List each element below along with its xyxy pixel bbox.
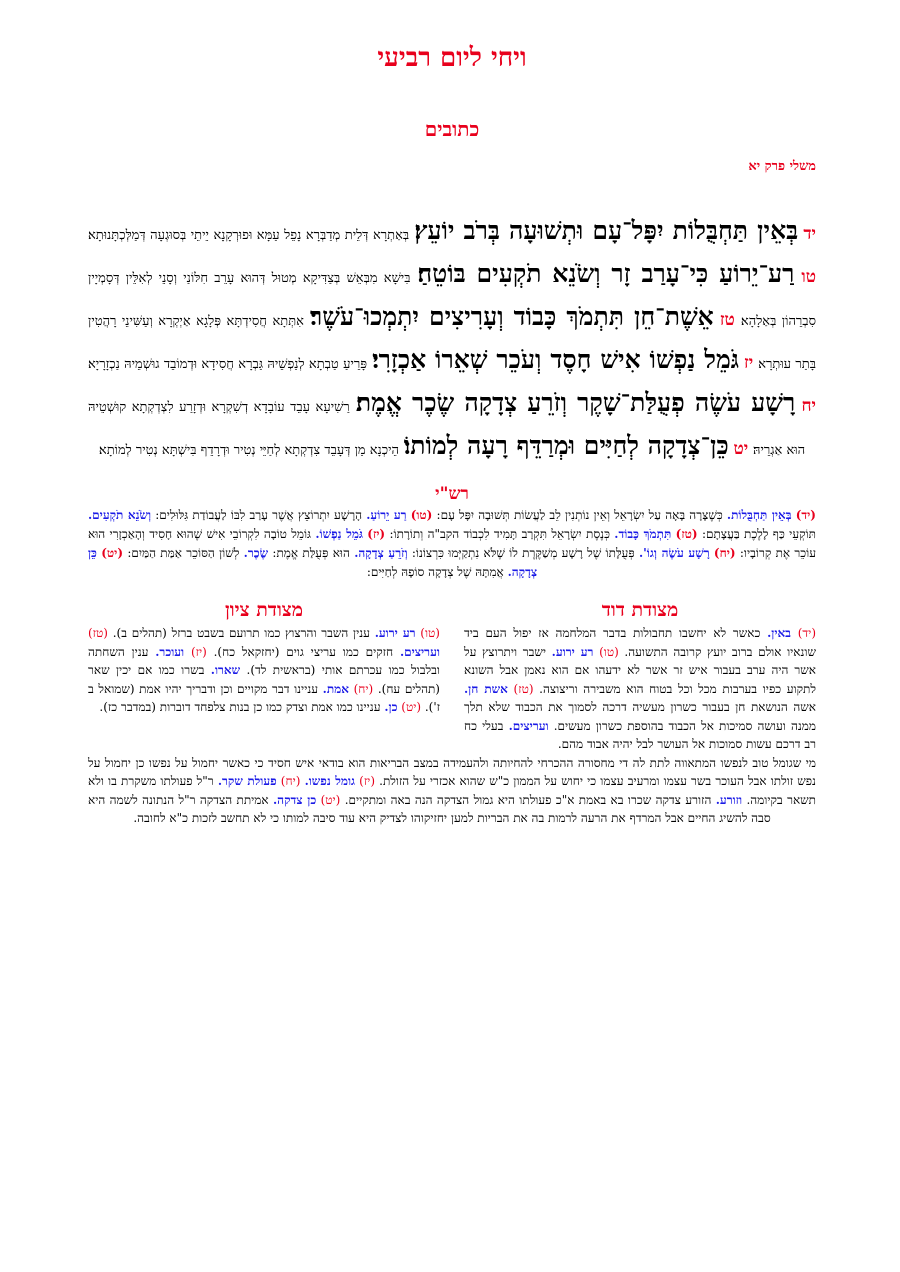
verse <box>88 216 816 245</box>
verse-text: רָשָׁע עֹשֶׂה פְעֻלַּת־שָׁקֶר וְזֹרֵעַ צְדָקָה שֶׂכֶר אֱמֶת׃ <box>355 388 796 417</box>
keyword: גומל נפשו. <box>304 774 355 788</box>
verse-text: כֵּן־צְדָקָה לְחַיִּים וּמְרַדֵּף רָעָה לְמוֹתוֹ׃ <box>403 431 729 460</box>
comment-text: ר"ל פעולתו משקרת בו ולא תשאר בקיומה. <box>88 774 816 807</box>
verse-number: יז <box>744 353 754 373</box>
comment-text: מי שגומל טוב לנפשו המתאווה לתת לה די מחסורה ההכרחי להחיותה ולהעמידה במצב הבריאות הוא בודאי איש חסיד כי כאשר יחמול על נפשו כן יחמול על נפש זולתו אבל העוכר בשר עצמו ומרעיב עצמו כי יחוש על הממון כ"ש שהוא אכזרי על הזולת. <box>88 755 816 788</box>
verse <box>88 345 754 374</box>
commentary-columns <box>88 596 816 754</box>
verse-ref: (טז) <box>88 626 108 640</box>
metzudat-david-column <box>464 596 816 754</box>
keyword: אמת. <box>322 681 349 696</box>
verse-ref: (יד) <box>797 626 816 640</box>
verse-ref: (יד) <box>795 508 816 522</box>
keyword: וְשֹׂנֵא תֹקְעִים. <box>88 508 152 522</box>
keyword: ועריצים. <box>399 644 440 659</box>
verse-text: אֵשֶׁת־חֵן תִּתְמֹךְ כָּבוֹד וְעָרִיצִים יִתְמְכוּ־עֹשֶׁר׃ <box>310 302 714 331</box>
page <box>88 28 816 828</box>
keyword: פעולת שקר. <box>217 774 277 788</box>
verses-block <box>88 212 816 470</box>
comment-text: בעלי כח רב דרכם עשות סמוכות אל העושר לבל יהיה אבוד מהם. <box>464 718 816 751</box>
verse-text: בְּאֵין תַּחְבֻּלוֹת יִפָּל־עָם וּתְשׁוּעָה בְּרֹב יוֹעֵץ׃ <box>414 216 799 245</box>
keyword: רע ירוע. <box>551 644 594 659</box>
keyword: בְּאֵין תַּחְבֻּלוֹת. <box>726 508 792 522</box>
verse-ref: (יז) <box>367 527 386 541</box>
keyword: כן צדקה. <box>272 792 317 807</box>
chapter-label: משלי פרק יא <box>748 159 816 174</box>
metzudat-david-text <box>464 624 816 754</box>
verse-ref: (טז) <box>675 527 698 541</box>
verse-ref: (יח) <box>713 546 736 560</box>
comment-text: אשה הנושאת חן בעבור כשרון מעשיה דרכה לסמוך את הכבוד שלא תלך ממנה ועושה סמיכות אל הכבוד בהוספת כשרון מעשים. <box>464 700 816 733</box>
keyword: תִּתְמֹךְ כָּבוֹד. <box>614 527 672 541</box>
metzudat-david-title: מצודת דוד <box>601 599 679 621</box>
keyword: גֹּמֵל נַפְשׁוֹ. <box>315 527 363 541</box>
rashi-title: רש"י <box>435 484 469 504</box>
keyword: אשת חן. <box>464 681 508 696</box>
keyword: ועוכר. <box>155 644 185 659</box>
verse-number: טו <box>801 267 816 287</box>
targum-text: רַשִׁיעָא עָבֵד עוֹבָדָא דְשִׁקְרָא וּדְזָרַע לִצְדְקְתָא קוּשְׁטֵיהּ הוּא אַגְרֵיהּ׃ <box>88 400 806 458</box>
verse-text: רַע־יֵרוֹעַ כִּי־עָרַב זָר וְשֹׂנֵא תֹקְעִים בּוֹטֵחַ׃ <box>417 259 795 288</box>
metzudat-david-continued <box>88 754 816 828</box>
verse-ref: (יט) <box>320 792 341 807</box>
verse-ref: (יז) <box>190 644 207 659</box>
comment-text: הוּא פְּעֻלַּת אֱמֶת: <box>272 546 350 560</box>
verse-ref: (טו) <box>410 508 433 522</box>
verse-ref: (יח) <box>280 774 301 788</box>
targum-text: פָּרֵיעַ טַבְתָא לְנַפְשֵׁיהּ גַּבְרָא חֲסִידָא וּדְמוֹבֵד גוּשְׁמֵיהּ נַכְזָרָיָא׃ <box>88 357 368 372</box>
keyword: וזורע. <box>715 792 743 807</box>
verse-text: גֹּמֵל נַפְשׁוֹ אִישׁ חָסֶד וְעֹכֵר שְׁאֵרוֹ אַכְזָרִי׃ <box>372 345 740 374</box>
verse-ref: (יט) <box>401 700 422 714</box>
verse-number: יט <box>733 439 749 459</box>
verse-number: יח <box>801 396 816 416</box>
comment-text: לְשׁוֹן הַסּוֹכֵר אַמַּת הַמַּיִם: <box>127 546 240 560</box>
targum-text: הֵיכְנָא מַן דְּעָבֵד צִדְקְתָא לְחַיֵּי נְטִיר וּדְרָדֵף בִּישְׁתָּא נְטִיר לְמוֹתָא׃ <box>98 443 400 458</box>
verse-ref: (יט) <box>101 546 123 560</box>
verse <box>98 431 749 460</box>
comment-text: ענין השחתה ובלבול כמו עכרתם אותי (בראשית לד). <box>88 644 440 677</box>
keyword: רָשָׁע עֹשֶׂה וְגוֹ'. <box>638 546 710 560</box>
metzudat-zion-title: מצודת ציון <box>224 599 304 621</box>
comment-text: כְּשֶׁצָּרָה בָּאָה עַל יִשְׂרָאֵל וְאֵין נוֹתְנִין לֵב לַעֲשׂוֹת תְּשׁוּבָה יִפָּל עָם: <box>436 508 723 522</box>
keyword: וְזֹרֵעַ צְדָקָה. <box>354 546 408 560</box>
comment-text: חזקים כמו עריצי גוים (יחזקאל כח). <box>213 644 394 659</box>
targum-text: בִּישָׁא מִבְּאֵשׁ בְּצַדִּיקָא מְטוּל דְּהוּא עָרֵב חִלּוֹנַי וְסָנֵי לְאִלֵּין דְּסָמְיָין סִבְרֵהוֹן בְּאַלָהָא׃ <box>88 271 816 329</box>
comment-text: כאשר לא יחשבו תחבולות בדבר המלחמה אז יפול העם ביד שונאיו אולם ברוב יועץ קרובה התשועה. <box>464 626 816 659</box>
metzudat-zion-column <box>88 596 440 754</box>
keyword: כן. <box>384 700 398 714</box>
keyword: שארו. <box>210 663 241 677</box>
verse-number: יד <box>803 224 816 244</box>
comment-text: ישבר ויתרוצץ על אשר היה ערב בעבור איש זר אשר לא ידעהו אם הוא נאמן אבל השונא לתקוע כפיו בערבות מכל וכל בטוח הוא משבירה וריצוצה. <box>464 644 816 696</box>
rashi-commentary <box>88 506 816 582</box>
section-title: כתובים <box>424 117 480 141</box>
verse-ref: (טו) <box>599 644 619 659</box>
comment-text: עניינו דבר מקויים וכן ודבריך יהיו אמת (שמואל ב ז'). <box>88 681 440 714</box>
keyword: רע ירוע. <box>374 626 416 640</box>
verse-ref: (יז) <box>359 774 375 788</box>
comment-text: גּוֹמֵל טוֹבָה לִקְרוֹבֵי אִישׁ שֶׁהוּא חָסִיד וְהָאַכְזָרִי הוּא עוֹכֵר אֶת קְרוֹבָיו: <box>88 527 817 560</box>
keyword: ועריצים. <box>508 718 549 733</box>
comment-text: ענין השבר והרצוץ כמו תרועם בשבט ברזל (תהלים ב). <box>112 626 370 640</box>
verse-ref: (טז) <box>513 681 534 696</box>
comment-text: עניינו כמו אמת וצדק כמו כן בנות צלפחד דוברות (במדבר כז). <box>99 700 381 714</box>
comment-text: אמיתת הצדקה ר"ל הנתונה לשמה היא סבה להשיג החיים אבל המרדף את הרעה לרמות בה את הבריות למען יחזיקוהו לצדיק היא עוד סיבה למותו כי לא תחשב לזכות כ"א לחובה. <box>88 792 771 825</box>
verse-ref: (יח) <box>353 681 374 696</box>
page-title: ויחי ליום רביעי <box>377 43 527 73</box>
keyword: רַע יֵרוֹעַ. <box>366 508 407 522</box>
verse-number: טז <box>719 310 735 330</box>
comment-text: בשרו כמו אם יכין שאר (תהלים עח). <box>88 663 440 696</box>
comment-text: אֲמִתָּהּ שֶׁל צְדָקָה סוֹפָהּ לְחַיִּים: <box>366 565 504 579</box>
targum-text: אִתְּתָא חֲסִידְתָּא פְּלָגָא אַיְקְרָא וְעַשִּׁינֵי רָהֲטִין בָּתַר עוּתְרָא׃ <box>88 314 816 372</box>
keyword: שֶׂכֶר. <box>243 546 269 560</box>
comment-text: תּוֹקְעֵי כַּף לָלֶכֶת בַּעֲצָתָם: <box>701 527 816 541</box>
comment-text: הזורע צדקה שכרו בא באמת א"כ פעולתו היא גמול הצדקה הנה באה ומתקיים. <box>344 792 712 807</box>
keyword: באין. <box>767 626 791 640</box>
comment-text: כְּנֶסֶת יִשְׂרָאֵל תִּקְרַב תָּמִיד לִכְבוֹד הקב"ה וְתוֹרָתוֹ: <box>389 527 610 541</box>
comment-text: הָרָשָׁע יִתְרוֹצֵץ אֲשֶׁר עָרַב לִבּוֹ לַעֲבוֹדַת גִּלּוּלִים: <box>155 508 363 522</box>
comment-text: פְּעֻלָּתוֹ שֶׁל רָשָׁע מְשַׁקֶּרֶת לוֹ שֶׁלֹּא נִתְקַיְּמוּ כִּרְצוֹנוֹ: <box>411 546 635 560</box>
verse-ref: (טו) <box>420 626 440 640</box>
targum-text: בְּאַתְרָא דְּלֵית מְדַבְּרָא נָפֵל עַמָּא וּפוּרְקָנָא יֵיתֵי בְּסוּגְעָה דְּמַלְּכְתָּנוּתָא׃ <box>88 228 410 243</box>
metzudat-zion-text <box>88 624 440 717</box>
keyword: כֵּן צְדָקָה. <box>88 546 538 579</box>
